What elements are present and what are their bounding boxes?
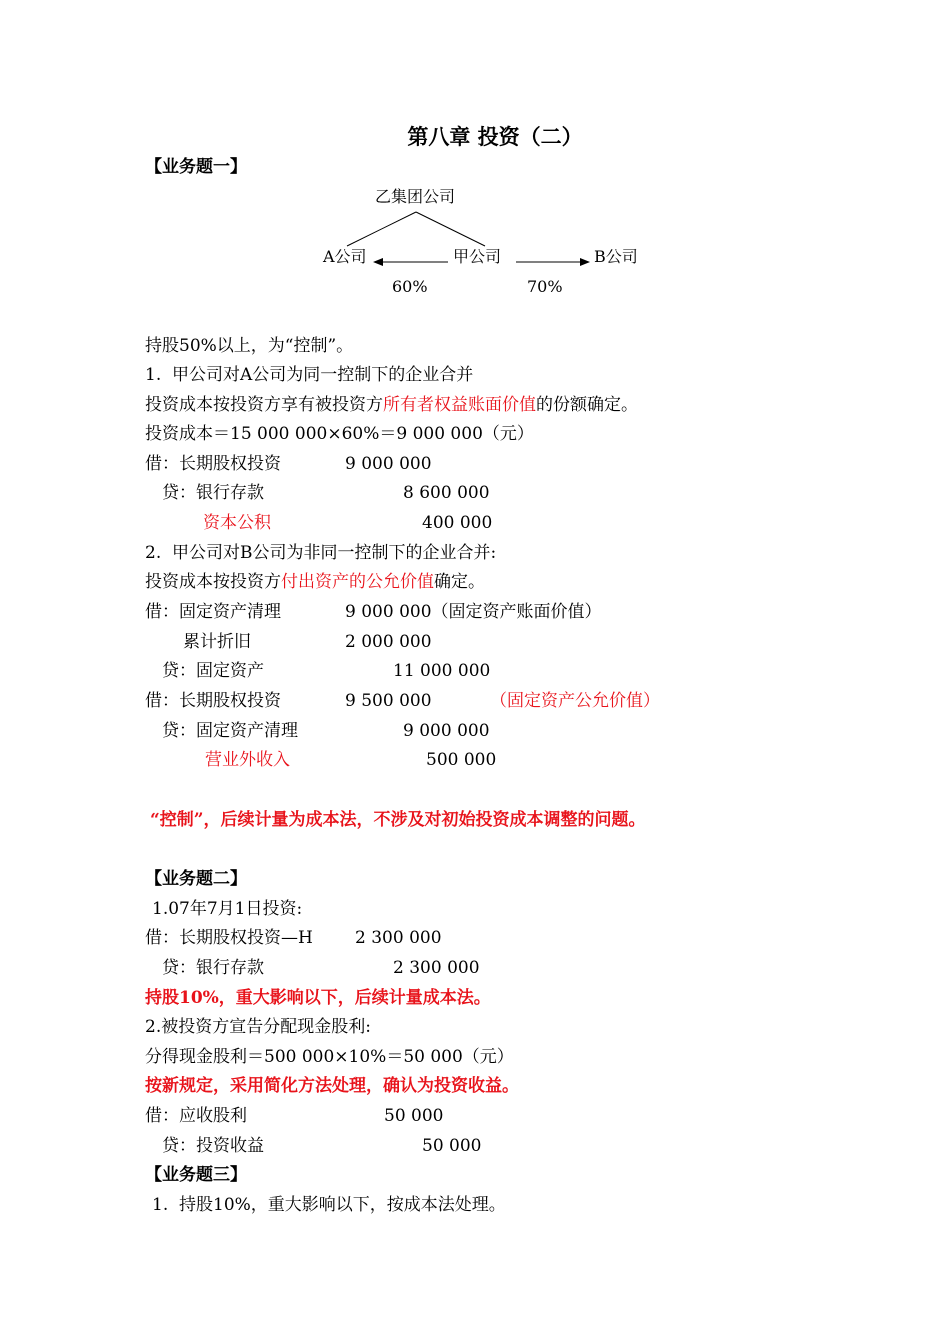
item-1-title: 1.07年7月1日投资: [152, 899, 303, 919]
section-heading-3: 【业务题三】 [145, 1165, 247, 1185]
entry-debit-amount: 9 000 000 [345, 454, 432, 474]
basis-text: 投资成本按投资方享有被投资方 [145, 395, 383, 415]
entry-credit-amount: 400 000 [422, 513, 493, 533]
entry-debit-account: 借：应收股利 [145, 1106, 247, 1126]
parent-company-label: 乙集团公司 [375, 187, 456, 206]
b-share-percent: 70% [527, 277, 563, 296]
note-cost-method: 持股10%，重大影响以下，后续计量成本法。 [145, 988, 491, 1008]
a-share-percent: 60% [392, 277, 428, 296]
basis-text: 的份额确定。 [536, 395, 638, 415]
conclusion-note: “控制”，后续计量为成本法，不涉及对初始投资成本调整的问题。 [150, 810, 646, 830]
entry-credit-amount: 500 000 [426, 750, 497, 770]
entry-credit-account: 资本公积 [203, 513, 271, 533]
item-1-basis [145, 394, 638, 416]
entry-debit-account: 累计折旧 [183, 632, 251, 652]
control-note: 持股50%以上，为“控制”。 [145, 336, 354, 356]
company-jia-label: 甲公司 [453, 247, 502, 266]
dividend-calc: 分得现金股利＝500 000×10%＝50 000（元） [145, 1047, 514, 1067]
item-1-title: 1. 持股10%，重大影响以下，按成本法处理。 [152, 1195, 506, 1215]
entry-debit-amount: 50 000 [384, 1106, 444, 1126]
entry-debit-amount: 9 500 000 [345, 691, 432, 711]
parent-to-jia-line [416, 212, 485, 246]
basis-highlight: 所有者权益账面价值 [383, 395, 536, 415]
entry-credit-account: 贷：银行存款 [162, 483, 264, 503]
entry-debit-account: 借：固定资产清理 [145, 602, 281, 622]
parent-to-a-line [347, 212, 416, 246]
item-1-title: 1. 甲公司对A公司为同一控制下的企业合并 [145, 365, 474, 385]
entry-debit-amount: 9 000 000（固定资产账面价值） [345, 602, 602, 622]
section-heading-2: 【业务题二】 [145, 869, 247, 889]
entry-debit-account: 借：长期股权投资 [145, 691, 281, 711]
entry-credit-amount: 11 000 000 [393, 661, 491, 681]
entry-debit-amount: 2 000 000 [345, 632, 432, 652]
company-b-label: B公司 [594, 247, 638, 266]
item-1-calc: 投资成本＝15 000 000×60%＝9 000 000（元） [145, 424, 534, 444]
entry-credit-amount: 9 000 000 [403, 721, 490, 741]
arrow-head-left-icon [373, 258, 383, 266]
entry-debit-amount: 2 300 000 [355, 928, 442, 948]
entry-credit-account: 贷：银行存款 [162, 958, 264, 978]
entry-credit-amount: 2 300 000 [393, 958, 480, 978]
item-2-basis [145, 571, 485, 593]
entry-debit-account: 借：长期股权投资—H [145, 928, 313, 948]
item-2-title: 2.被投资方宣告分配现金股利: [145, 1017, 371, 1037]
basis-text: 确定。 [434, 572, 485, 592]
entry-note: （固定资产公允价值） [490, 691, 660, 711]
entry-credit-amount: 8 600 000 [403, 483, 490, 503]
section-heading-1: 【业务题一】 [145, 157, 247, 177]
entry-credit-account: 贷：固定资产清理 [162, 721, 298, 741]
entry-credit-account: 贷：投资收益 [162, 1136, 264, 1156]
entry-debit-account: 借：长期股权投资 [145, 454, 281, 474]
basis-highlight: 付出资产的公允价值 [281, 572, 434, 592]
basis-text: 投资成本按投资方 [145, 572, 281, 592]
item-2-title: 2. 甲公司对B公司为非同一控制下的企业合并: [145, 543, 497, 563]
entry-credit-amount: 50 000 [422, 1136, 482, 1156]
page-title: 第八章 投资（二） [407, 124, 583, 149]
company-a-label: A公司 [323, 247, 367, 266]
arrow-head-right-icon [580, 258, 590, 266]
entry-credit-account: 营业外收入 [205, 750, 290, 770]
entry-credit-account: 贷：固定资产 [162, 661, 264, 681]
note-simplified-method: 按新规定，采用简化方法处理，确认为投资收益。 [145, 1076, 519, 1096]
